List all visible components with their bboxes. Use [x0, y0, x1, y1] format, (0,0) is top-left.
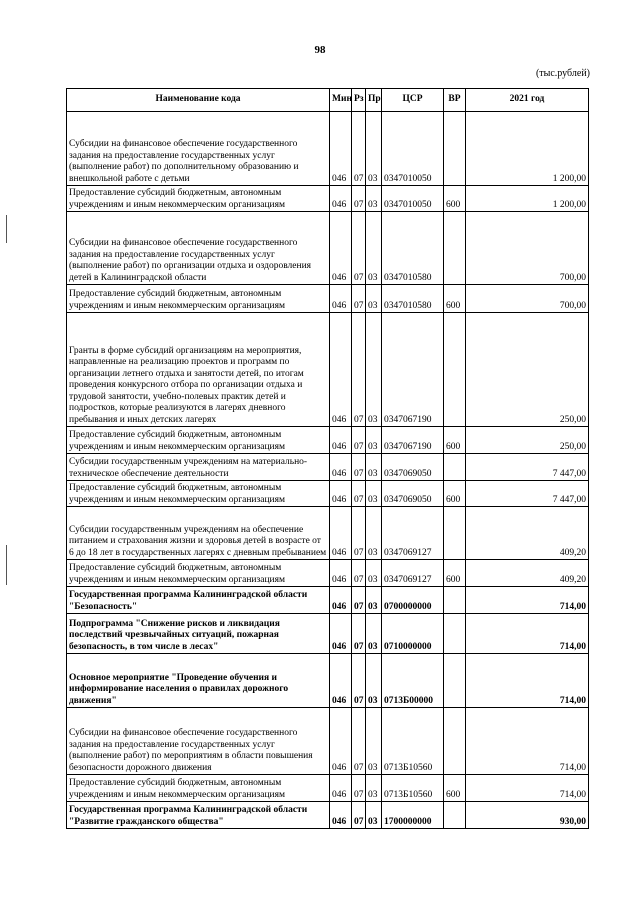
row-csr: 0347010580 [382, 285, 444, 313]
row-pr: 03 [366, 802, 382, 829]
header-min: Мин [330, 89, 352, 112]
row-amount: 714,00 [466, 587, 589, 614]
row-rz: 07 [352, 427, 366, 454]
row-csr: 0347010050 [382, 186, 444, 212]
row-pr: 03 [366, 112, 382, 186]
row-amount: 7 447,00 [466, 454, 589, 481]
row-csr: 0713Б10560 [382, 775, 444, 802]
row-pr: 03 [366, 708, 382, 775]
row-vr [444, 614, 466, 654]
row-min: 046 [330, 708, 352, 775]
row-name: Государственная программа Калининградской области "Безопасность" [67, 587, 330, 614]
row-rz: 07 [352, 285, 366, 313]
row-rz: 07 [352, 560, 366, 587]
row-name: Субсидии на финансовое обеспечение государственного задания на предоставление государственных услуг (выполнение работ) по дополнительному образованию и внешкольной работе с детьми [67, 112, 330, 186]
row-rz: 07 [352, 481, 366, 507]
row-name: Предоставление субсидий бюджетным, автономным учреждениям и иным некоммерческим организациям [67, 427, 330, 454]
page-number: 98 [314, 44, 326, 56]
row-min: 046 [330, 560, 352, 587]
row-min: 046 [330, 654, 352, 708]
row-pr: 03 [366, 454, 382, 481]
row-vr [444, 313, 466, 427]
row-vr [444, 708, 466, 775]
row-csr: 0700000000 [382, 587, 444, 614]
row-csr: 0347067190 [382, 427, 444, 454]
row-min: 046 [330, 614, 352, 654]
row-rz: 07 [352, 587, 366, 614]
row-pr: 03 [366, 587, 382, 614]
row-rz: 07 [352, 708, 366, 775]
row-rz: 07 [352, 186, 366, 212]
row-name: Основное мероприятие "Проведение обучения и информирование населения о правилах дорожного движения" [67, 654, 330, 708]
row-pr: 03 [366, 654, 382, 708]
row-pr: 03 [366, 285, 382, 313]
row-vr [444, 212, 466, 285]
row-amount: 250,00 [466, 313, 589, 427]
table-row [67, 708, 589, 775]
row-pr: 03 [366, 614, 382, 654]
row-amount: 714,00 [466, 654, 589, 708]
row-amount: 700,00 [466, 212, 589, 285]
header-pr: Пр [366, 89, 382, 112]
table-row [67, 775, 589, 802]
row-amount: 714,00 [466, 708, 589, 775]
row-min: 046 [330, 481, 352, 507]
row-min: 046 [330, 112, 352, 186]
row-csr: 0347069127 [382, 507, 444, 560]
row-pr: 03 [366, 313, 382, 427]
units-label: (тыс.рублей) [535, 68, 590, 79]
row-amount: 930,00 [466, 802, 589, 829]
table-row [67, 285, 589, 313]
table-row [67, 560, 589, 587]
row-min: 046 [330, 212, 352, 285]
row-amount: 250,00 [466, 427, 589, 454]
row-min: 046 [330, 313, 352, 427]
table-row [67, 507, 589, 560]
row-csr: 0347067190 [382, 313, 444, 427]
row-rz: 07 [352, 614, 366, 654]
row-min: 046 [330, 454, 352, 481]
row-vr: 600 [444, 481, 466, 507]
row-vr: 600 [444, 186, 466, 212]
row-rz: 07 [352, 454, 366, 481]
table-header-row [67, 89, 589, 112]
row-pr: 03 [366, 560, 382, 587]
row-amount: 1 200,00 [466, 186, 589, 212]
row-min: 046 [330, 285, 352, 313]
header-csr: ЦСР [382, 89, 444, 112]
row-min: 046 [330, 427, 352, 454]
table-row [67, 587, 589, 614]
table-row [67, 481, 589, 507]
margin-mark [6, 215, 7, 243]
row-pr: 03 [366, 775, 382, 802]
table-row [67, 802, 589, 829]
budget-table [66, 88, 589, 829]
row-name: Предоставление субсидий бюджетным, автономным учреждениям и иным некоммерческим организациям [67, 285, 330, 313]
row-name: Предоставление субсидий бюджетным, автономным учреждениям и иным некоммерческим организациям [67, 560, 330, 587]
table-row [67, 654, 589, 708]
row-csr: 0710000000 [382, 614, 444, 654]
row-amount: 7 447,00 [466, 481, 589, 507]
row-vr [444, 587, 466, 614]
row-vr: 600 [444, 427, 466, 454]
row-amount: 714,00 [466, 614, 589, 654]
row-amount: 714,00 [466, 775, 589, 802]
row-amount: 409,20 [466, 507, 589, 560]
row-amount: 700,00 [466, 285, 589, 313]
row-name: Субсидии на финансовое обеспечение государственного задания на предоставление государственных услуг (выполнение работ) по мероприятиям в области повышения безопасности дорожного движения [67, 708, 330, 775]
row-rz: 07 [352, 112, 366, 186]
table-row [67, 112, 589, 186]
table-row [67, 186, 589, 212]
row-min: 046 [330, 186, 352, 212]
row-name: Подпрограмма "Снижение рисков и ликвидация последствий чрезвычайных ситуаций, пожарная безопасность, в том числе в лесах" [67, 614, 330, 654]
row-csr: 0347069050 [382, 454, 444, 481]
row-vr: 600 [444, 775, 466, 802]
row-vr: 600 [444, 560, 466, 587]
row-name: Субсидии государственным учреждениям на материально-техническое обеспечение деятельности [67, 454, 330, 481]
row-vr [444, 454, 466, 481]
header-year: 2021 год [466, 89, 589, 112]
row-pr: 03 [366, 507, 382, 560]
row-name: Гранты в форме субсидий организациям на мероприятия, направленные на реализацию проектов и программ по организации летнего отдыха и занятости детей, по итогам проведения конкурсного отбора по организации отдыха и трудовой занятости, учебно-полевых практик детей и подростков, которые реализуются в лагерях дневного пребывания и иных детских лагерях [67, 313, 330, 427]
row-rz: 07 [352, 212, 366, 285]
row-name: Субсидии на финансовое обеспечение государственного задания на предоставление государственных услуг (выполнение работ) по организации отдыха и оздоровления детей в Калининградской области [67, 212, 330, 285]
table-row [67, 454, 589, 481]
row-amount: 409,20 [466, 560, 589, 587]
row-pr: 03 [366, 186, 382, 212]
table-row [67, 313, 589, 427]
row-rz: 07 [352, 507, 366, 560]
row-csr: 0713Б10560 [382, 708, 444, 775]
row-rz: 07 [352, 654, 366, 708]
row-csr: 0347069050 [382, 481, 444, 507]
row-vr [444, 507, 466, 560]
row-csr: 0713Б00000 [382, 654, 444, 708]
row-csr: 0347010050 [382, 112, 444, 186]
row-min: 046 [330, 587, 352, 614]
row-csr: 0347069127 [382, 560, 444, 587]
row-name: Предоставление субсидий бюджетным, автономным учреждениям и иным некоммерческим организациям [67, 481, 330, 507]
row-min: 046 [330, 507, 352, 560]
row-name: Государственная программа Калининградской области "Развитие гражданского общества" [67, 802, 330, 829]
margin-mark [6, 545, 7, 585]
row-min: 046 [330, 802, 352, 829]
row-vr [444, 654, 466, 708]
row-rz: 07 [352, 313, 366, 427]
table-row [67, 212, 589, 285]
row-name: Субсидии государственным учреждениям на обеспечение питанием и страхования жизни и здоровья детей в возрасте от 6 до 18 лет в государственных лагерях с дневным пребыванием [67, 507, 330, 560]
row-amount: 1 200,00 [466, 112, 589, 186]
row-pr: 03 [366, 212, 382, 285]
row-name: Предоставление субсидий бюджетным, автономным учреждениям и иным некоммерческим организациям [67, 775, 330, 802]
row-csr: 1700000000 [382, 802, 444, 829]
row-pr: 03 [366, 427, 382, 454]
row-vr [444, 802, 466, 829]
row-name: Предоставление субсидий бюджетным, автономным учреждениям и иным некоммерческим организациям [67, 186, 330, 212]
header-rz: Рз [352, 89, 366, 112]
header-name: Наименование кода [67, 89, 330, 112]
header-vr: ВР [444, 89, 466, 112]
row-min: 046 [330, 775, 352, 802]
row-rz: 07 [352, 802, 366, 829]
row-vr: 600 [444, 285, 466, 313]
row-csr: 0347010580 [382, 212, 444, 285]
row-rz: 07 [352, 775, 366, 802]
table-row [67, 614, 589, 654]
row-pr: 03 [366, 481, 382, 507]
table-row [67, 427, 589, 454]
row-vr [444, 112, 466, 186]
